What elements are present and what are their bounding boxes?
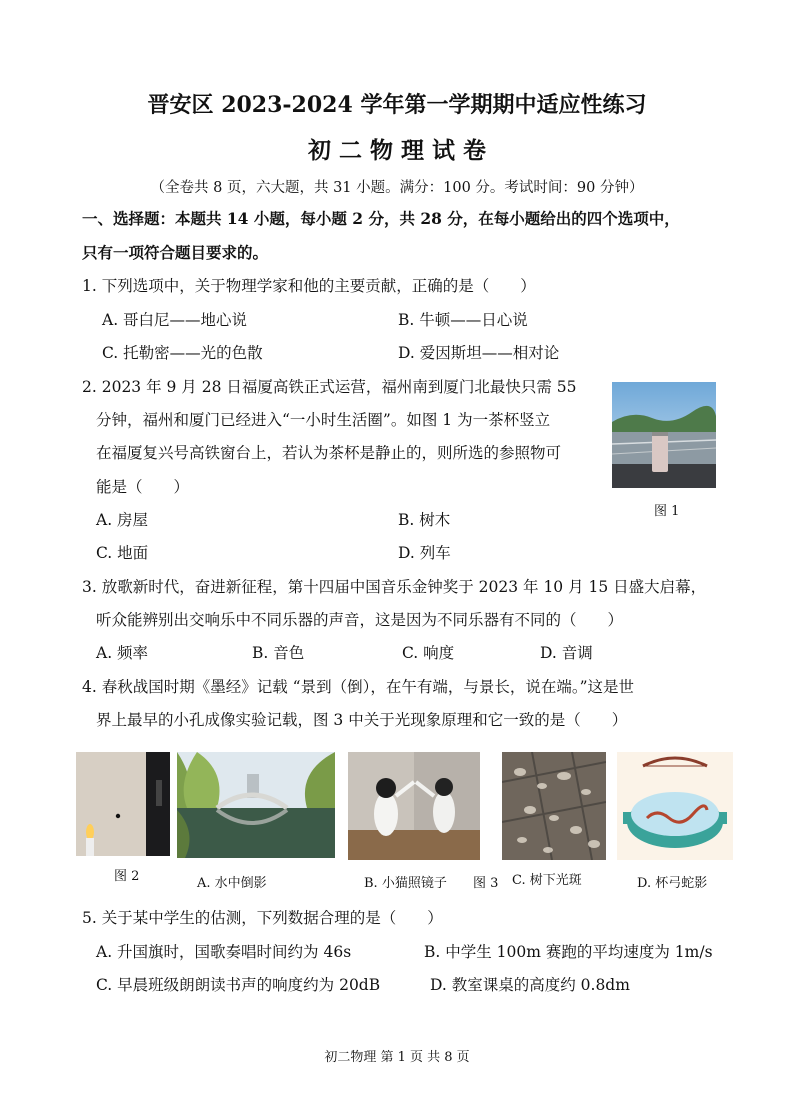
q5-option-c: C. 早晨班级朗朗读书声的响度约为 20dB xyxy=(96,976,381,994)
q2-stem-line1: 2. 2023 年 9 月 28 日福厦高铁正式运营，福州南到厦门北最快只需 55 xyxy=(82,378,577,396)
q2-option-b: B. 树木 xyxy=(398,511,451,529)
q3-stem-line2: 听众能辨别出交响乐中不同乐器的声音，这是因为不同乐器有不同的（ ） xyxy=(96,611,624,629)
page-footer: 初二物理 第 1 页 共 8 页 xyxy=(324,1050,470,1065)
q4-stem-line1: 4. 春秋战国时期《墨经》记载 “景到（倒），在午有端，与景长，说在端。”这是世 xyxy=(82,678,634,696)
q2-option-d: D. 列车 xyxy=(398,544,451,562)
q2-stem-line2: 分钟，福州和厦门已经进入“一小时生活圈”。如图 1 为一茶杯竖立 xyxy=(96,411,551,429)
option-c-tree-light-spots-image xyxy=(502,752,606,860)
q2-option-a: A. 房屋 xyxy=(96,511,149,529)
figure-3-caption: 图 3 xyxy=(473,876,499,891)
option-d-caption: D. 杯弓蛇影 xyxy=(637,876,708,891)
q3-option-c: C. 响度 xyxy=(402,644,455,662)
option-a-water-reflection-image xyxy=(177,752,335,858)
figure-1-train-window-image xyxy=(612,382,716,488)
option-a-caption: A. 水中倒影 xyxy=(197,876,267,891)
option-d-bow-snake-image xyxy=(617,752,733,860)
q2-stem-line4: 能是（ ） xyxy=(96,478,190,496)
option-c-caption: C. 树下光斑 xyxy=(512,873,582,888)
q4-stem-line2: 界上最早的小孔成像实验记载，图 3 中关于光现象原理和它一致的是（ ） xyxy=(96,711,628,729)
q2-option-c: C. 地面 xyxy=(96,544,149,562)
q3-option-a: A. 频率 xyxy=(96,644,149,662)
q3-option-b: B. 音色 xyxy=(252,644,305,662)
q3-option-d: D. 音调 xyxy=(540,644,593,662)
q3-stem-line1: 3. 放歌新时代，奋进新征程，第十四届中国音乐金钟奖于 2023 年 10 月 15 日盛大启幕， xyxy=(82,578,707,596)
q1-option-c: C. 托勒密——光的色散 xyxy=(102,344,263,362)
section1-heading-line2: 只有一项符合题目要求的。 xyxy=(82,243,269,262)
exam-info: （全卷共 8 页，六大题，共 31 小题。满分：100 分。考试时间：90 分钟） xyxy=(150,180,644,196)
q5-stem: 5. 关于某中学生的估测，下列数据合理的是（ ） xyxy=(82,909,443,927)
q5-option-a: A. 升国旗时，国歌奏唱时间约为 46s xyxy=(96,943,352,961)
figure-1-caption: 图 1 xyxy=(654,504,680,519)
q1-stem: 1. 下列选项中，关于物理学家和他的主要贡献，正确的是（ ） xyxy=(82,277,536,295)
q1-option-a: A. 哥白尼——地心说 xyxy=(102,311,248,329)
q1-option-b: B. 牛顿——日心说 xyxy=(398,311,528,329)
q1-option-d: D. 爱因斯坦——相对论 xyxy=(398,344,560,362)
q5-option-d: D. 教室课桌的高度约 0.8dm xyxy=(430,976,630,994)
figure-2-caption: 图 2 xyxy=(114,869,140,884)
q2-stem-line3: 在福厦复兴号高铁窗台上，若认为茶杯是静止的，则所选的参照物可 xyxy=(96,444,562,462)
exam-subtitle: 初 二 物 理 试 卷 xyxy=(307,137,487,164)
figure-2-pinhole-image xyxy=(76,752,170,856)
exam-title: 晋安区 2023-2024 学年第一学期期中适应性练习 xyxy=(147,92,647,118)
section1-heading-line1: 一、选择题：本题共 14 小题，每小题 2 分，共 28 分，在每小题给出的四个选项中， xyxy=(82,209,680,228)
q5-option-b: B. 中学生 100m 赛跑的平均速度为 1m/s xyxy=(424,943,713,961)
option-b-caption: B. 小猫照镜子 xyxy=(364,876,447,891)
option-b-cat-mirror-image xyxy=(348,752,480,860)
